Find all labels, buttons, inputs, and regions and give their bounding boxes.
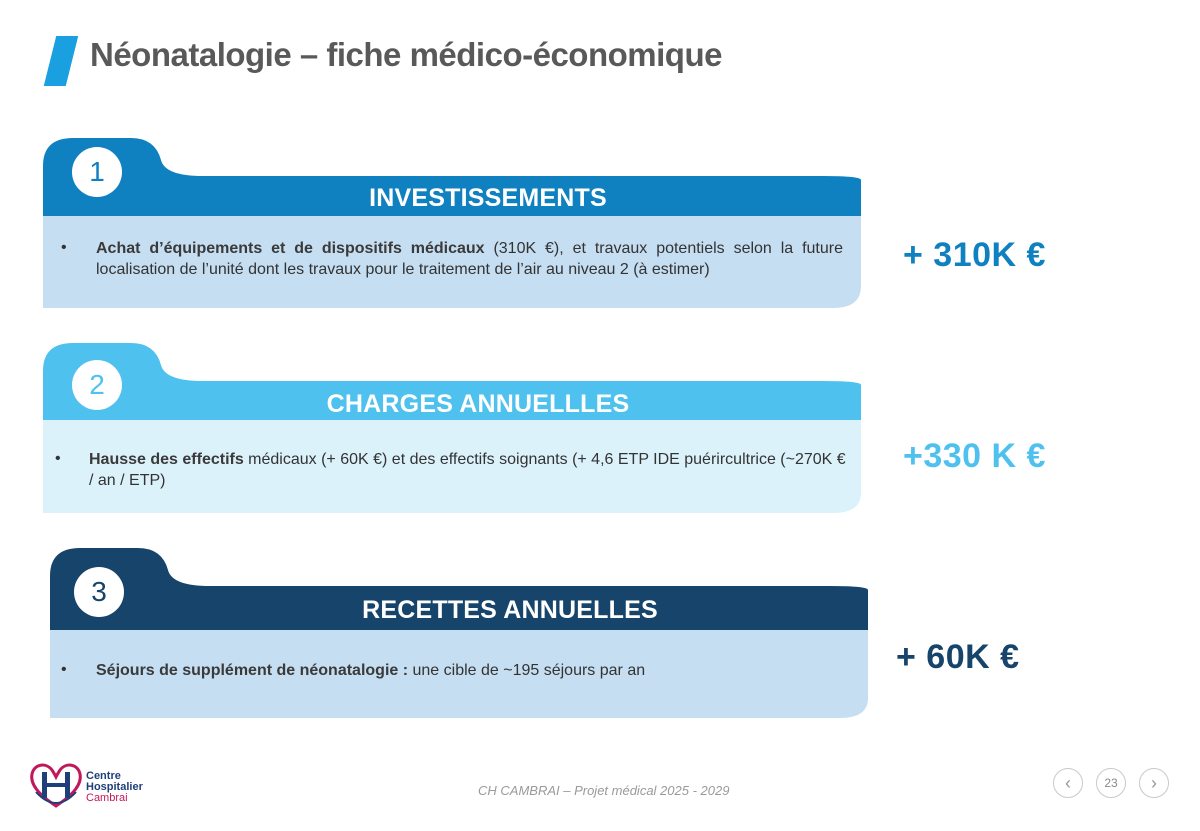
card-1-shape — [43, 138, 861, 310]
hospital-heart-icon — [28, 758, 84, 812]
card-1-regular-text: (310K €), et travaux potentiels selon la future localisation de l’unité dont les travaux pour le traitement de l’air au niveau 2 (à estimer) — [96, 240, 843, 278]
card-3-text — [96, 660, 836, 681]
logo-line-3: Cambrai — [86, 792, 128, 804]
logo-line-1: Centre — [86, 770, 121, 782]
card-1-value: + 310K € — [903, 236, 1046, 274]
card-1-bold-text: Achat d’équipements et de dispositifs médicaux — [96, 240, 485, 257]
card-2-text — [89, 449, 849, 491]
card-3-heading: RECETTES ANNUELLES — [362, 596, 658, 624]
card-3-regular-text: une cible de ~195 séjours par an — [408, 662, 646, 679]
card-3-value: + 60K € — [896, 638, 1020, 676]
page-number: 23 — [1096, 768, 1126, 798]
card-2-bold-text: Hausse des effectifs — [89, 451, 244, 468]
card-3-number-badge: 3 — [74, 567, 124, 617]
card-1-heading: INVESTISSEMENTS — [369, 184, 607, 212]
next-page-button[interactable] — [1139, 768, 1169, 798]
chevron-left-icon: ‹ — [1065, 772, 1071, 793]
card-2-regular-text: médicaux (+ 60K €) et des effectifs soignants (+ 4,6 ETP IDE puérircultrice (~270K € / an / ETP) — [89, 451, 846, 489]
card-charges — [43, 343, 861, 515]
card-1-text — [96, 238, 843, 280]
card-3-bold-text: Séjours de supplément de néonatalogie : — [96, 662, 409, 679]
footer-caption: CH CAMBRAI – Projet médical 2025 - 2029 — [478, 783, 730, 798]
chevron-right-icon: › — [1151, 772, 1157, 793]
title-accent-bar — [44, 36, 78, 86]
logo-line-2: Hospitalier — [86, 781, 143, 793]
card-1-number-badge: 1 — [72, 147, 122, 197]
card-3-shape — [50, 548, 868, 720]
card-investissements — [43, 138, 861, 310]
card-3-bullet: • — [61, 661, 67, 678]
prev-page-button[interactable] — [1053, 768, 1083, 798]
card-2-number-badge: 2 — [72, 360, 122, 410]
card-2-heading: CHARGES ANNUELLLES — [326, 390, 630, 418]
hospital-logo — [28, 758, 142, 812]
card-2-value: +330 K € — [903, 437, 1046, 475]
card-1-bullet: • — [61, 239, 67, 256]
card-2-bullet: • — [55, 450, 61, 467]
card-recettes — [50, 548, 868, 720]
page-title: Néonatalogie – fiche médico-économique — [90, 36, 722, 73]
